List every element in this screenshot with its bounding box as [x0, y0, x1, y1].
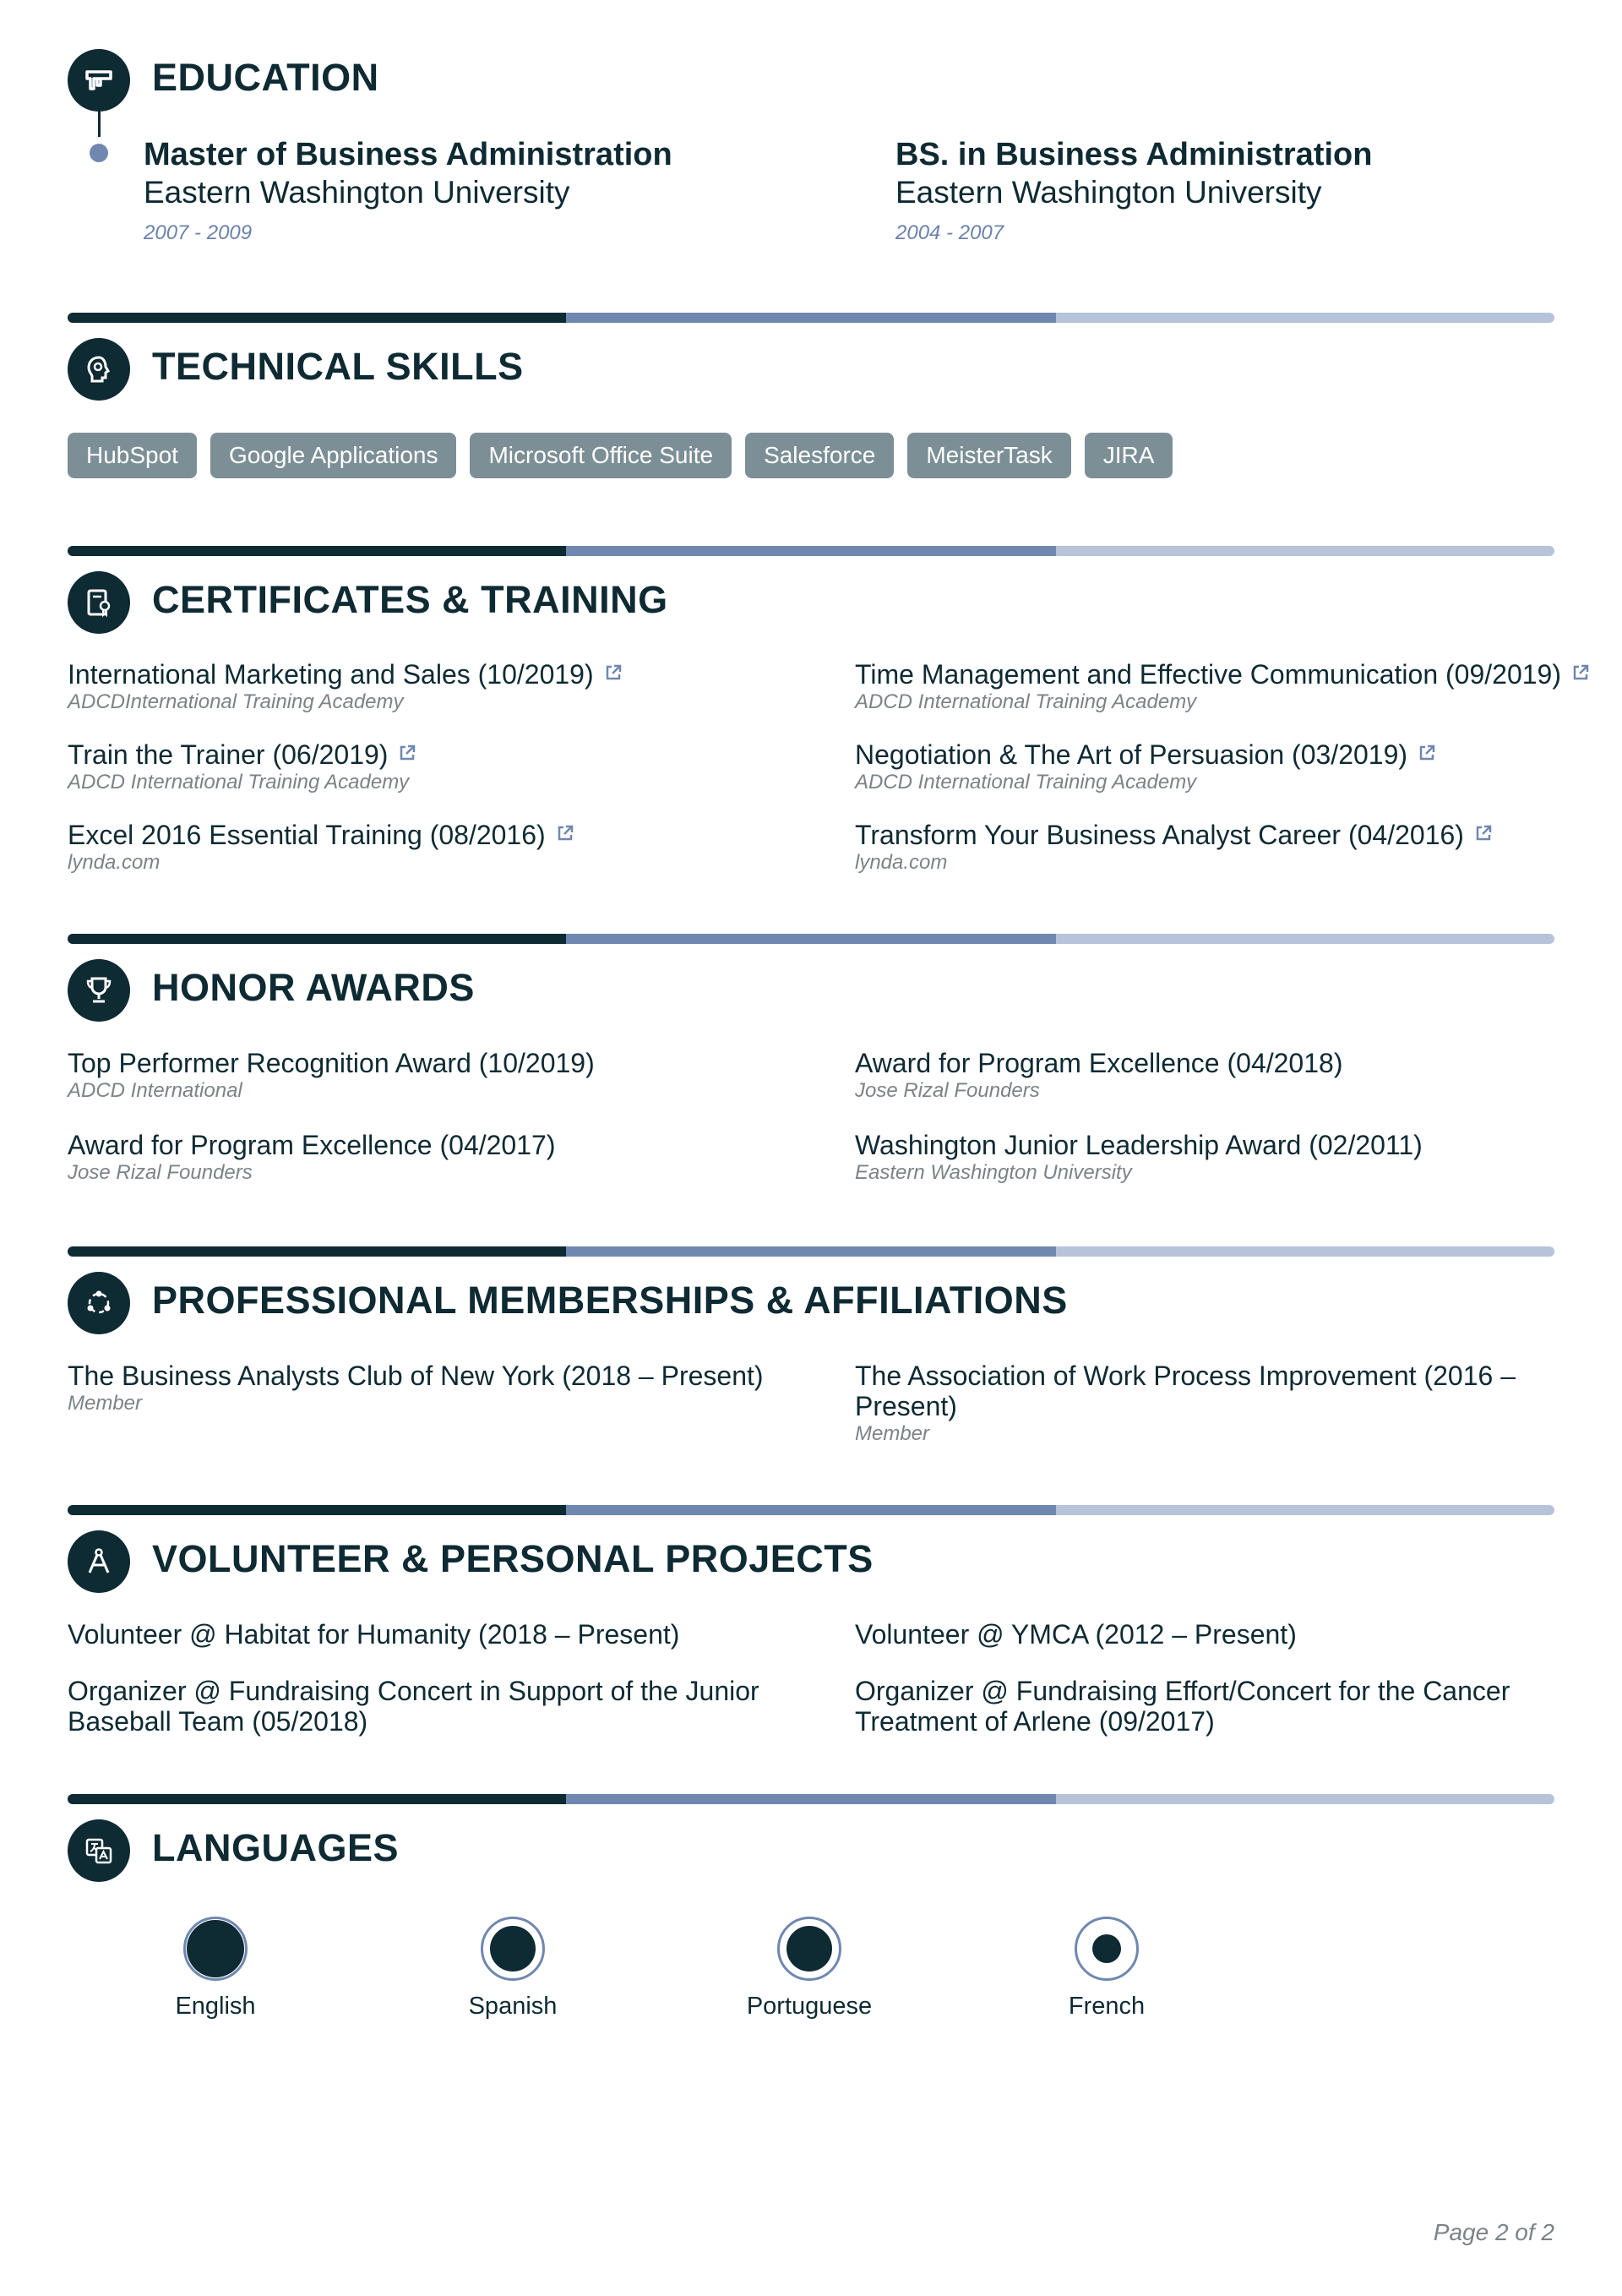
award-title: Top Performer Recognition Award (10/2019): [68, 1048, 595, 1078]
certificate-issuer: ADCD International Training Academy: [855, 690, 1197, 713]
proficiency-fill: [787, 1926, 832, 1972]
proficiency-ring: [183, 1917, 248, 1981]
membership-role: Member: [68, 1392, 143, 1415]
award-title: Washington Junior Leadership Award (02/2011): [855, 1130, 1423, 1160]
education-item: [144, 135, 819, 245]
section-title: PROFESSIONAL MEMBERSHIPS & AFFILIATIONS: [152, 1279, 1068, 1322]
skill-tag: Salesforce: [745, 433, 894, 478]
external-link-icon[interactable]: [556, 824, 574, 843]
external-link-icon[interactable]: [1418, 744, 1436, 762]
section-divider: [68, 546, 1554, 556]
timeline-dot: [90, 144, 108, 162]
award-title: Award for Program Excellence (04/2018): [855, 1048, 1343, 1078]
section-title: HONOR AWARDS: [152, 966, 475, 1009]
certificate-item: [68, 820, 794, 875]
languages-section: [68, 1819, 1554, 1882]
compass-icon: [68, 1530, 130, 1593]
volunteer-title: Organizer @ Fundraising Effort/Concert for the Cancer Treatment of Arlene (09/2017): [855, 1676, 1510, 1737]
skill-tag: Microsoft Office Suite: [470, 433, 732, 478]
award-issuer: Jose Rizal Founders: [855, 1079, 1040, 1102]
dates: 2007 - 2009: [144, 221, 253, 244]
certificate-title: Excel 2016 Essential Training (08/2016): [68, 820, 546, 850]
certificate-issuer: ADCDInternational Training Academy: [68, 690, 404, 713]
section-divider: [68, 1794, 1554, 1804]
section-title: VOLUNTEER & PERSONAL PROJECTS: [152, 1537, 874, 1580]
proficiency-ring: [777, 1917, 841, 1981]
section-divider: [68, 1246, 1554, 1257]
external-link-icon[interactable]: [1571, 663, 1590, 682]
certificate-item: [855, 820, 1581, 875]
certificate-issuer: ADCD International Training Academy: [68, 771, 410, 794]
award-title: Award for Program Excellence (04/2017): [68, 1130, 556, 1160]
volunteer-section: [68, 1530, 1554, 1593]
skill-tag: Google Applications: [210, 433, 457, 478]
certificate-item: [855, 739, 1581, 795]
page-number: Page 2 of 2: [1433, 2219, 1554, 2245]
skill-tag: JIRA: [1085, 433, 1173, 478]
certificate-title: Transform Your Business Analyst Career (04/2016): [855, 820, 1464, 850]
volunteer-item: [68, 1619, 760, 1650]
award-item: [68, 1130, 794, 1186]
volunteer-item: [855, 1619, 1548, 1650]
proficiency-fill: [490, 1926, 536, 1972]
certificate-title: Train the Trainer (06/2019): [68, 739, 389, 770]
awards-section: [68, 959, 1554, 1022]
membership-title: The Business Analysts Club of New York (2018 – Present): [68, 1361, 764, 1391]
skills-section: [68, 338, 1554, 401]
skills-list: [68, 433, 1173, 478]
language-name: French: [1068, 1993, 1146, 2020]
school: Eastern Washington University: [895, 175, 1322, 210]
section-divider: [68, 313, 1554, 323]
education-section: [68, 49, 1554, 112]
external-link-icon[interactable]: [1474, 824, 1493, 843]
membership-item: [68, 1361, 794, 1416]
skill-tag: MeisterTask: [907, 433, 1070, 478]
section-title: TECHNICAL SKILLS: [152, 345, 524, 388]
certificate-issuer: ADCD International Training Academy: [855, 771, 1197, 794]
timeline-line: [98, 101, 101, 137]
membership-title: The Association of Work Process Improvement (2016 – Present): [855, 1361, 1516, 1421]
language-name: Spanish: [468, 1993, 558, 2020]
proficiency-ring: [481, 1917, 545, 1981]
volunteer-title: Volunteer @ Habitat for Humanity (2018 – Present): [68, 1619, 680, 1650]
proficiency-fill: [1092, 1934, 1121, 1963]
language-item: [131, 1917, 300, 2021]
certificate-item: [855, 659, 1615, 715]
language-item: [725, 1917, 894, 2021]
trophy-icon: [68, 959, 130, 1022]
language-name: English: [175, 1993, 256, 2020]
skill-tag: HubSpot: [68, 433, 197, 478]
volunteer-item: [68, 1676, 760, 1737]
award-item: [855, 1048, 1581, 1104]
language-name: Portuguese: [746, 1993, 873, 2020]
section-divider: [68, 1505, 1554, 1515]
award-item: [855, 1130, 1581, 1186]
certificate-title: Negotiation & The Art of Persuasion (03/2019): [855, 739, 1408, 770]
award-issuer: Eastern Washington University: [855, 1161, 1132, 1184]
membership-item: [855, 1361, 1548, 1447]
section-title: CERTIFICATES & TRAINING: [152, 578, 668, 621]
membership-role: Member: [855, 1422, 930, 1445]
network-icon: [68, 1272, 130, 1334]
certificate-item: [68, 659, 794, 715]
award-issuer: ADCD International: [68, 1079, 242, 1102]
certificate-icon: [68, 571, 130, 634]
dates: 2004 - 2007: [895, 221, 1004, 244]
language-item: [1022, 1917, 1191, 2021]
section-divider: [68, 934, 1554, 944]
certificate-title: Time Management and Effective Communication (09/2019): [855, 659, 1561, 690]
external-link-icon[interactable]: [398, 744, 416, 762]
volunteer-title: Organizer @ Fundraising Concert in Support of the Junior Baseball Team (05/2018): [68, 1676, 759, 1737]
lightbulb-head-icon: [68, 338, 130, 401]
award-issuer: Jose Rizal Founders: [68, 1161, 253, 1184]
degree: BS. in Business Administration: [895, 137, 1373, 172]
language-item: [428, 1917, 597, 2021]
school: Eastern Washington University: [144, 175, 570, 210]
certificate-title: International Marketing and Sales (10/2019): [68, 659, 594, 690]
award-item: [68, 1048, 794, 1104]
section-title: EDUCATION: [152, 56, 379, 99]
external-link-icon[interactable]: [604, 663, 623, 682]
volunteer-title: Volunteer @ YMCA (2012 – Present): [855, 1619, 1297, 1650]
certificate-issuer: lynda.com: [68, 851, 161, 874]
certificate-issuer: lynda.com: [855, 851, 948, 874]
volunteer-item: [855, 1676, 1548, 1737]
certificate-item: [68, 739, 794, 795]
memberships-section: [68, 1272, 1554, 1334]
certificates-section: [68, 571, 1554, 634]
translate-icon: [68, 1819, 130, 1882]
proficiency-ring: [1075, 1917, 1139, 1981]
education-item: [895, 135, 1571, 245]
degree: Master of Business Administration: [144, 137, 672, 172]
section-title: LANGUAGES: [152, 1826, 400, 1869]
proficiency-fill: [187, 1920, 244, 1977]
